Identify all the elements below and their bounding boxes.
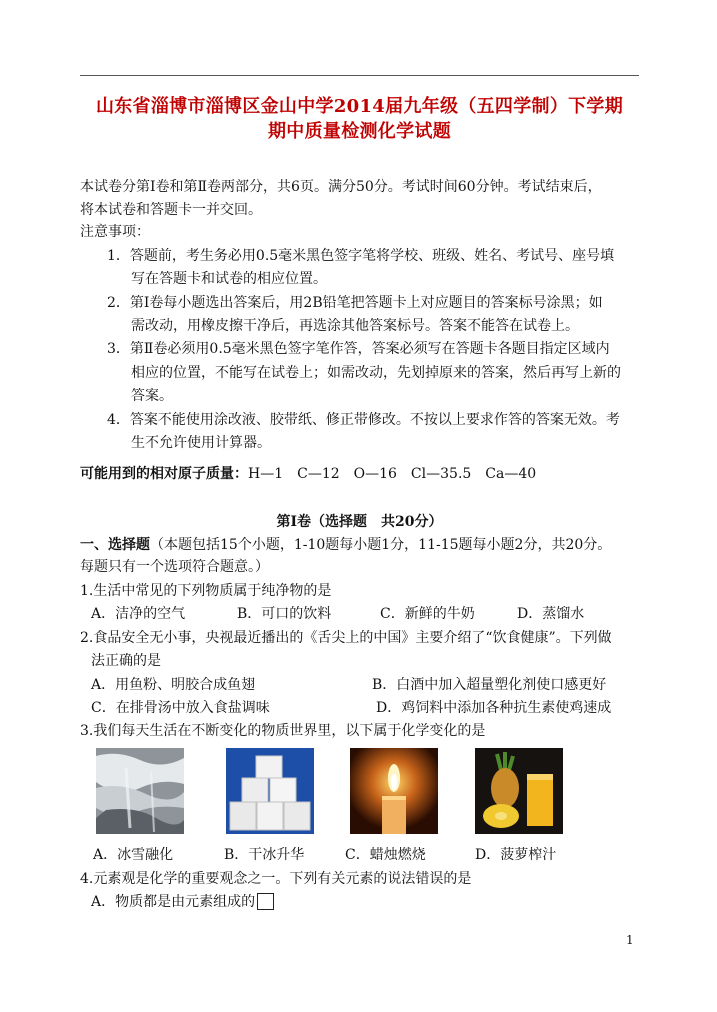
q1-stem: 1.生活中常见的下列物质属于纯净物的是 [80,583,332,599]
q3-stem: 3.我们每天生活在不断变化的物质世界里，以下属于化学变化的是 [80,723,486,739]
section1-desc-line2: 每题只有一个选项符合题意。） [80,559,269,575]
q4-stem: 4.元素观是化学的重要观念之一。下列有关元素的说法错误的是 [80,871,472,887]
notice-label: 注意事项： [80,224,150,240]
note-4-line2: 生不允许使用计算器。 [131,435,271,451]
square-box-icon [257,893,274,910]
header-rule [80,75,639,76]
note-4-line1: 4．答案不能使用涂改液、胶带纸、修正带修改。不按以上要求作答的答案无效。考 [107,412,620,428]
atomic-mass-values: H—1 C—12 O—16 Cl—35.5 Ca—40 [248,466,537,482]
note-2-line2: 需改动，用橡皮擦干净后，再选涂其他答案标号。答案不能答在试卷上。 [131,318,579,334]
pineapple-juice-image [475,748,563,834]
q3-option-d: D．菠萝榨汁 [475,847,557,863]
exam-title-line2: 期中质量检测化学试题 [268,121,451,142]
q1-option-b: B．可口的饮料 [237,606,332,622]
atomic-mass-line [80,464,536,484]
intro-line2: 将本试卷和答题卡一并交回。 [80,202,262,218]
note-3-line3: 答案。 [131,388,173,404]
note-1-line2: 写在答题卡和试卷的相应位置。 [131,271,327,287]
q4-option-a-line [91,892,274,912]
q2-option-b: B．白酒中加入超量塑化剂使口感更好 [372,677,607,693]
dry-ice-image [226,748,314,834]
exam-title-line1: 山东省淄博市淄博区金山中学2014届九年级（五四学制）下学期 [95,96,624,117]
q3-option-c: C．蜡烛燃烧 [345,847,426,863]
q3-option-b: B．干冰升华 [224,847,305,863]
q2-stem-line1: 2.食品安全无小事，央视最近播出的《舌尖上的中国》主要介绍了“饮食健康”。下列做 [80,630,612,646]
q1-option-d: D．蒸馏水 [517,606,585,622]
q2-option-d: D．鸡饲料中添加各种抗生素使鸡速成 [376,700,612,716]
q2-option-a: A．用鱼粉、明胶合成鱼翅 [91,677,256,693]
section1-desc-line1 [80,535,611,555]
q2-option-c: C．在排骨汤中放入食盐调味 [91,700,270,716]
note-3-line1: 3．第Ⅱ卷必须用0.5毫米黑色签字笔作答，答案必须写在答题卡各题目指定区域内 [107,341,610,357]
q1-option-c: C．新鲜的牛奶 [380,606,475,622]
ice-melting-image [96,748,184,834]
atomic-mass-label: 可能用到的相对原子质量： [80,466,248,482]
note-2-line1: 2．第Ⅰ卷每小题选出答案后，用2B铅笔把答题卡上对应题目的答案标号涂黑；如 [107,295,603,311]
page-number: 1 [626,933,634,947]
q3-option-a: A．冰雪融化 [93,847,174,863]
section1-title: 第Ⅰ卷（选择题 共20分） [276,514,443,530]
candle-burning-image [350,748,438,834]
section1-heading: 一、选择题 [80,537,150,553]
q4-option-a: A．物质都是由元素组成的 [91,894,256,910]
note-3-line2: 相应的位置，不能写在试卷上；如需改动，先划掉原来的答案，然后再写上新的 [131,365,621,381]
q2-stem-line2: 法正确的是 [91,653,161,669]
q1-option-a: A．洁净的空气 [91,606,186,622]
section1-desc: （本题包括15个小题，1-10题每小题1分，11-15题每小题2分，共20分。 [150,537,612,553]
note-1-line1: 1．答题前，考生务必用0.5毫米黑色签字笔将学校、班级、姓名、考试号、座号填 [107,248,615,264]
intro-line1: 本试卷分第Ⅰ卷和第Ⅱ卷两部分，共6页。满分50分。考试时间60分钟。考试结束后， [80,179,602,195]
